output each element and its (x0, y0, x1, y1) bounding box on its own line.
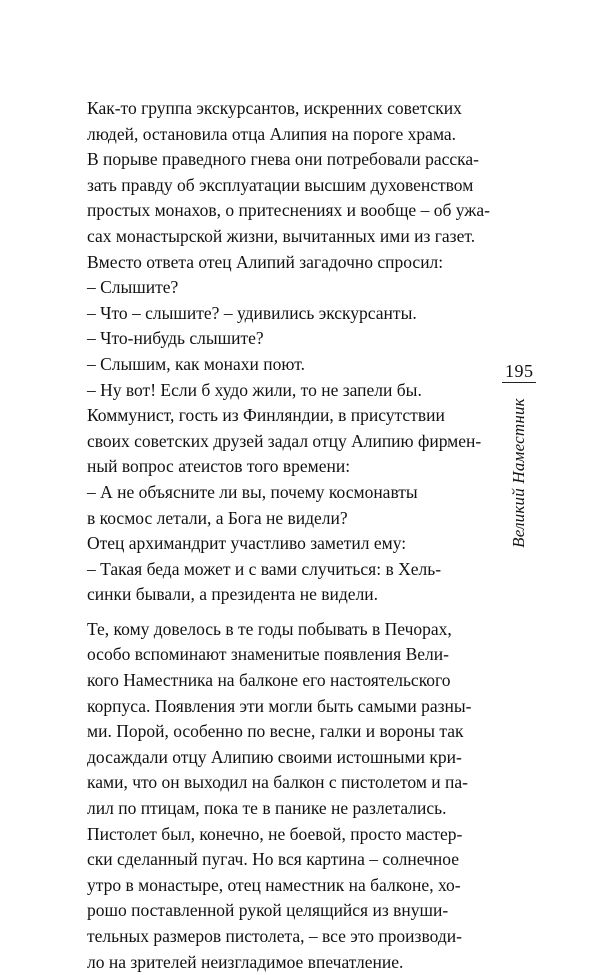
text-line: своих советских друзей задал отцу Алипию фирмен- (87, 430, 482, 451)
text-line: простых монахов, о притеснениях и вообще – об ужа- (87, 200, 490, 221)
text-line: Коммунист, гость из Финляндии, в присутствии (87, 405, 445, 426)
text-line: – Ну вот! Если б худо жили, то не запели бы. (87, 379, 422, 400)
paragraph-3 (65, 531, 485, 557)
text-line: тельных размеров пистолета, – все это производи- (87, 926, 462, 946)
text-line: ный вопрос атеистов того времени: (87, 456, 351, 477)
text-line: сах монастырской жизни, вычитанных ими из газет. (87, 225, 476, 246)
body-text (65, 96, 490, 975)
text-line: кого Наместника на балконе его настоятельского (87, 670, 451, 691)
page-number: 195 (505, 361, 534, 381)
text-line: ло на зрителей неизгладимое впечатление. (87, 951, 404, 972)
text-line: – Слышим, как монахи поют. (87, 353, 305, 374)
text-line: Те, кому довелось в те годы побывать в Печорах, (87, 618, 452, 639)
text-line: утро в монастыре, отец наместник на балконе, хо- (87, 874, 461, 895)
text-line: Вместо ответа отец Алипий загадочно спросил: (87, 251, 444, 272)
paragraph-1 (65, 96, 490, 275)
text-line: – Слышите? (87, 277, 179, 298)
text-line: В порыве праведного гнева они потребовали расска- (87, 149, 480, 170)
paragraph-4 (65, 617, 485, 975)
text-line: Отец архимандрит участливо заметил ему: (87, 533, 407, 554)
text-line: Как-то группа экскурсантов, искренних советских (87, 98, 462, 118)
dialogue-line-4 (65, 352, 485, 378)
dialogue-line-7 (65, 557, 485, 608)
dialogue-line-6 (65, 480, 485, 531)
text-line: – Что – слышите? – удивились экскурсанты. (87, 302, 417, 323)
running-head: Великий Наместник (509, 398, 528, 548)
margin-rule (502, 382, 536, 383)
dialogue-line-1 (65, 275, 485, 301)
text-line: лил по птицам, пока те в панике не разлетались. (87, 798, 447, 819)
dialogue-line-3 (65, 326, 485, 352)
text-line: зать правду об эксплуатации высшим духовенством (87, 174, 474, 195)
text-line: – Такая беда может и с вами случиться: в Хель- (87, 558, 442, 579)
text-line: ски сделанный пугач. Но вся картина – солнечное (87, 849, 459, 870)
text-line: в космос летали, а Бога не видели? (87, 507, 348, 528)
text-line: рошо поставленной рукой целящийся из внуши- (87, 900, 449, 921)
text-line: ми. Порой, особенно по весне, галки и вороны так (87, 721, 464, 742)
text-line: людей, остановила отца Алипия на пороге храма. (87, 123, 457, 144)
text-line: корпуса. Появления эти могли быть самыми разны- (87, 695, 472, 716)
text-line: синки бывали, а президента не видели. (87, 584, 379, 605)
dialogue-line-5 (65, 378, 485, 404)
text-line: – А не объясните ли вы, почему космонавты (87, 481, 418, 502)
dialogue-line-2 (65, 301, 485, 327)
text-line: ками, что он выходил на балкон с пистолетом и па- (87, 772, 468, 793)
text-line: особо вспоминают знаменитые появления Вели- (87, 644, 449, 665)
text-line: Пистолет был, конечно, не боевой, просто мастер- (87, 823, 463, 844)
paragraph-2 (65, 403, 485, 480)
text-line: досаждали отцу Алипию своими истошными кри- (87, 746, 462, 767)
text-line: – Что-нибудь слышите? (87, 328, 264, 349)
